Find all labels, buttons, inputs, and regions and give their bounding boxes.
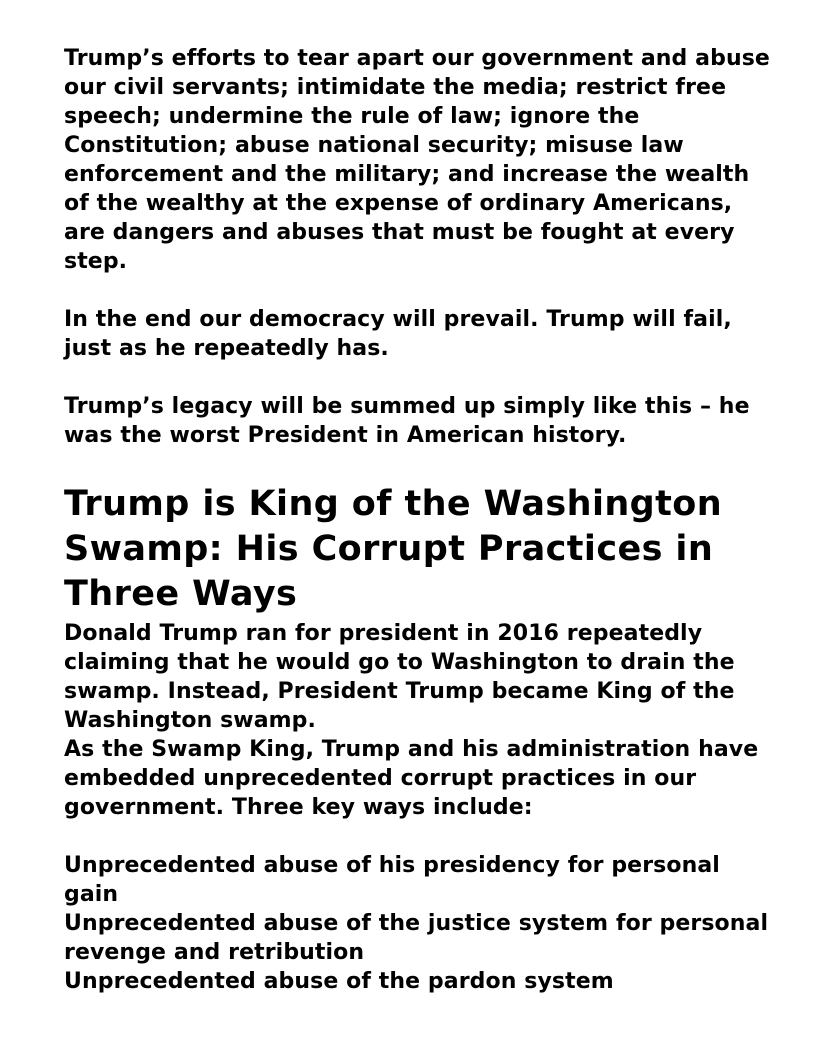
document-page — [64, 44, 774, 996]
list-item: Unprecedented abuse of the pardon system — [64, 969, 614, 994]
paragraph-spacer — [64, 276, 774, 305]
paragraph-spacer — [64, 363, 774, 392]
paragraph-democracy-prevail: In the end our democracy will prevail. Trump will fail, just as he repeatedly has. — [64, 307, 732, 361]
paragraph-legacy: Trump’s legacy will be summed up simply like this – he was the worst President in American history. — [64, 394, 750, 448]
paragraph-spacer — [64, 822, 774, 851]
list-item: Unprecedented abuse of the justice system for personal revenge and retribution — [64, 911, 769, 965]
section-heading: Trump is King of the Washington Swamp: His Corrupt Practices in Three Ways — [64, 484, 723, 614]
section-spacer — [64, 450, 774, 482]
paragraph-intro-drain-swamp: Donald Trump ran for president in 2016 repeatedly claiming that he would go to Washington to drain the swamp. Instead, President Trump became King of the Washington swamp. — [64, 621, 735, 733]
paragraph-efforts: Trump’s efforts to tear apart our government and abuse our civil servants; intimidate the media; restrict free speech; undermine the rule of law; ignore the Constitution; abuse national security; misuse law enforcement and the military; and increase the wealth of the wealthy at the expense of ordinary Americans, are dangers and abuses that must be fought at every step. — [64, 46, 770, 274]
list-item: Unprecedented abuse of his presidency for personal gain — [64, 853, 720, 907]
corrupt-practices-list — [64, 851, 774, 996]
paragraph-intro-swamp-king: As the Swamp King, Trump and his administration have embedded unprecedented corrupt practices in our government. Three key ways include: — [64, 737, 759, 820]
